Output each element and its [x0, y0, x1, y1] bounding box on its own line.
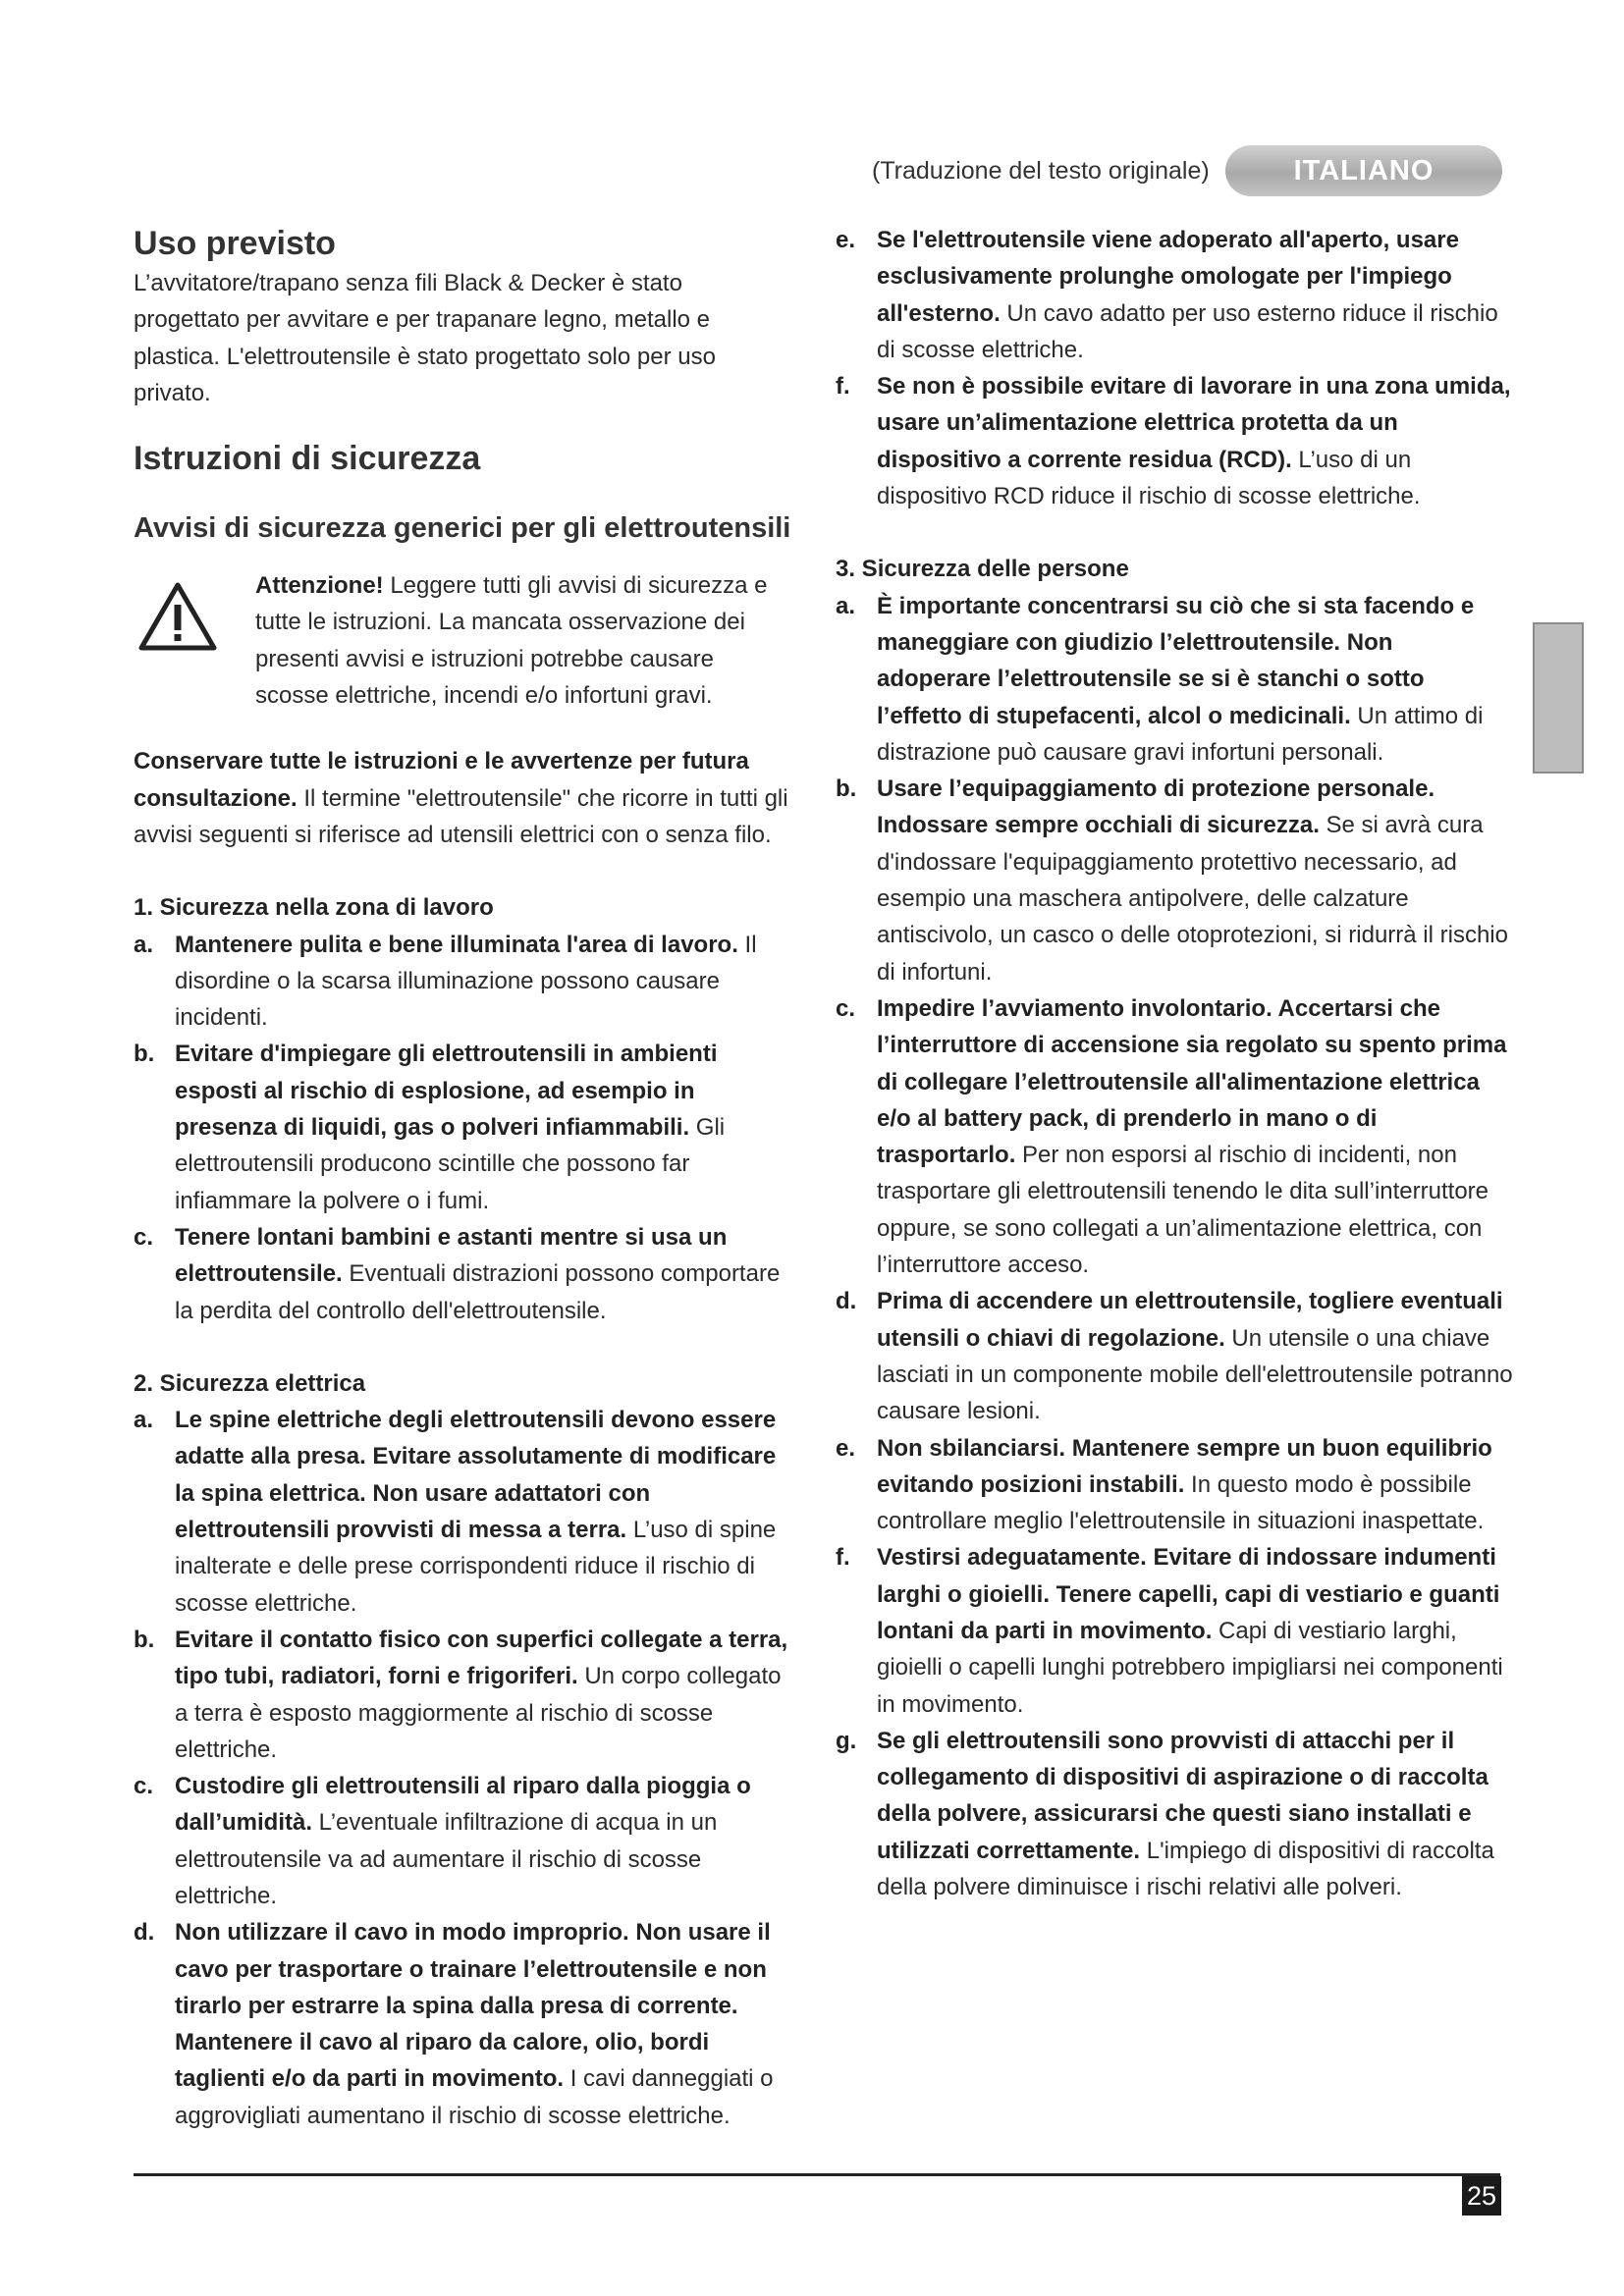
avvisi-heading: Avvisi di sicurezza generici per gli elettroutensili: [134, 512, 791, 545]
item-text: Il disordine o la scarsa illuminazione possono causare incidenti.: [175, 931, 757, 1032]
list-item-2b: [134, 1622, 791, 1768]
conservare-paragraph: [134, 743, 791, 853]
section-1-title: 1. Sicurezza nella zona di lavoro: [134, 894, 494, 922]
item-label: b.: [836, 775, 857, 803]
translation-note: (Traduzione del testo originale): [872, 157, 1210, 185]
list-item-3b: [836, 771, 1513, 990]
list-item-3g: [836, 1723, 1513, 1905]
item-label: a.: [836, 592, 856, 619]
item-bold: Custodire gli elettroutensili al riparo dalla pioggia o dall’umidità.: [175, 1773, 751, 1837]
item-label: c.: [134, 1223, 154, 1251]
item-label: a.: [134, 931, 154, 958]
page-number: 25: [1462, 2176, 1501, 2216]
item-text: Eventuali distrazioni possono comportare la perdita del controllo dell'elettroutensile.: [175, 1260, 781, 1324]
item-bold: È importante concentrarsi su ciò che si sta facendo e maneggiare con giudizio l’elettroutensile. Non adoperare l’elettroutensile se si è stanchi o sotto l’effetto di stupefacenti, alcol o medicinali.: [877, 592, 1475, 729]
item-text: Per non esporsi al rischio di incidenti, non trasportare gli elettroutensili tenendo le dita sull’interruttore oppure, se sono collegati a un’alimentazione elettrica, con l’interruttore acceso.: [877, 1142, 1489, 1279]
item-text: L’uso di un dispositivo RCD riduce il rischio di scosse elettriche.: [877, 446, 1421, 510]
item-text: Un corpo collegato a terra è esposto maggiormente al rischio di scosse elettriche.: [175, 1663, 782, 1763]
item-text: Capi di vestiario larghi, gioielli o capelli lunghi potrebbero impigliarsi nei componenti in movimento.: [877, 1617, 1503, 1718]
item-label: e.: [836, 1434, 856, 1462]
list-item-2f: [836, 368, 1513, 514]
item-bold: Vestirsi adeguatamente. Evitare di indossare indumenti larghi o gioielli. Tenere capelli, capi di vestiario e guanti lontani da parti in movimento.: [877, 1544, 1500, 1644]
item-label: d.: [836, 1288, 857, 1315]
uso-previsto-text: L’avvitatore/trapano senza fili Black & Decker è stato progettato per avvitare e per trapanare legno, metallo e plastica. L'elettroutensile è stato progettato solo per uso privato.: [134, 270, 716, 406]
item-label: b.: [134, 1626, 155, 1653]
list-item-3f: [836, 1539, 1513, 1722]
item-text: Un utensile o una chiave lasciati in un componente mobile dell'elettroutensile potranno causare lesioni.: [877, 1324, 1513, 1425]
item-bold: Non utilizzare il cavo in modo improprio. Non usare il cavo per trasportare o trainare l’elettroutensile e non tirarlo per estrarre la spina dalla presa di corrente. Mantenere il cavo al riparo da calore, olio, bordi taglienti e/o da parti in movimento.: [175, 1919, 771, 2093]
item-label: f.: [836, 373, 850, 400]
item-label: a.: [134, 1407, 154, 1434]
list-item-2e: [836, 222, 1513, 368]
section-3-title: 3. Sicurezza delle persone: [836, 556, 1129, 583]
item-label: c.: [836, 994, 856, 1022]
item-text: L’eventuale infiltrazione di acqua in un elettroutensile va ad aumentare il rischio di scosse elettriche.: [175, 1809, 718, 1909]
list-item-3e: [836, 1430, 1513, 1540]
list-item-3a: [836, 588, 1513, 771]
item-text: I cavi danneggiati o aggrovigliati aumentano il rischio di scosse elettriche.: [175, 2065, 774, 2129]
side-thumb-tab: [1533, 622, 1584, 774]
item-text: L'impiego di dispositivi di raccolta della polvere diminuisce i rischi relativi alle polveri.: [877, 1837, 1494, 1901]
uso-previsto-heading: Uso previsto: [134, 225, 336, 262]
list-item-2a: [134, 1402, 791, 1622]
item-bold: Se non è possibile evitare di lavorare in una zona umida, usare un’alimentazione elettrica protetta da un dispositivo a corrente residua (RCD).: [877, 373, 1511, 473]
attenzione-text: Leggere tutti gli avvisi di sicurezza e tutte le istruzioni. La mancata osservazione dei presenti avvisi e istruzioni potrebbe causare scosse elettriche, incendi e/o infortuni gravi.: [255, 572, 768, 710]
list-item-3d: [836, 1283, 1513, 1429]
item-text: L’uso di spine inalterate e delle prese corrispondenti riduce il rischio di scosse elettriche.: [175, 1517, 777, 1617]
item-text: Gli elettroutensili producono scintille che possono far infiammare la polvere o i fumi.: [175, 1114, 726, 1214]
item-label: f.: [836, 1544, 850, 1572]
item-label: b.: [134, 1041, 155, 1068]
list-item-1b: [134, 1036, 791, 1218]
item-text: Se si avrà cura d'indossare l'equipaggiamento protettivo necessario, ad esempio una maschera antipolvere, delle calzature antiscivolo, un casco o delle otoprotezioni, si ridurrà il rischio di infortuni.: [877, 812, 1508, 986]
right-column: [836, 222, 1513, 1905]
item-bold: Tenere lontani bambini e astanti mentre si usa un elettroutensile.: [175, 1223, 728, 1288]
conservare-bold: Conservare tutte le istruzioni e le avvertenze per futura consultazione.: [134, 748, 749, 812]
attenzione-paragraph: [255, 567, 791, 714]
item-bold: Prima di accendere un elettroutensile, togliere eventuali utensili o chiavi di regolazione.: [877, 1288, 1503, 1352]
list-item-1c: [134, 1219, 791, 1329]
section-2-title: 2. Sicurezza elettrica: [134, 1369, 366, 1397]
item-label: e.: [836, 227, 856, 253]
item-text: In questo modo è possibile controllare meglio l'elettroutensile in situazioni inaspettate.: [877, 1470, 1485, 1535]
list-item-2d: [134, 1914, 791, 2134]
item-label: g.: [836, 1727, 857, 1754]
language-badge: [1225, 145, 1502, 196]
item-text: Un attimo di distrazione può causare gravi infortuni personali.: [877, 702, 1484, 766]
item-bold: Evitare d'impiegare gli elettroutensili in ambienti esposti al rischio di esplosione, ad esempio in presenza di liquidi, gas o polveri infiammabili.: [175, 1041, 718, 1142]
attenzione-bold: Attenzione!: [255, 572, 384, 600]
list-item-1a: [134, 927, 791, 1037]
warning-block: [134, 567, 791, 714]
item-text: Un cavo adatto per uso esterno riduce il rischio di scosse elettriche.: [877, 299, 1498, 363]
conservare-text: Il termine "elettroutensile" che ricorre in tutti gli avvisi seguenti si riferisce ad utensili elettrici con o senza filo.: [134, 784, 788, 848]
item-label: c.: [134, 1773, 154, 1800]
item-bold: Impedire l’avviamento involontario. Accertarsi che l’interruttore di accensione sia regolato su spento prima di collegare l’elettroutensile all'alimentazione elettrica e/o al battery pack, di prenderlo in mano o di trasportarlo.: [877, 994, 1507, 1169]
item-bold: Se gli elettroutensili sono provvisti di attacchi per il collegamento di dispositivi di aspirazione o di raccolta della polvere, assicurarsi che questi siano installati e utilizzati correttamente.: [877, 1727, 1489, 1864]
item-bold: Mantenere pulita e bene illuminata l'area di lavoro.: [175, 931, 738, 958]
item-bold: Le spine elettriche degli elettroutensili devono essere adatte alla presa. Evitare assolutamente di modificare la spina elettrica. Non usare adattatori con elettroutensili provvisti di messa a terra.: [175, 1407, 777, 1544]
item-label: d.: [134, 1919, 155, 1947]
language-label: ITALIANO: [1293, 154, 1435, 187]
footer-rule: [134, 2173, 1500, 2176]
list-item-2c: [134, 1768, 791, 1914]
item-bold: Se l'elettroutensile viene adoperato all'aperto, usare esclusivamente prolunghe omologate per l'impiego all'esterno.: [877, 227, 1459, 327]
item-bold: Usare l’equipaggiamento di protezione personale. Indossare sempre occhiali di sicurezza.: [877, 775, 1435, 839]
list-item-3c: [836, 990, 1513, 1283]
item-bold: Non sbilanciarsi. Mantenere sempre un buon equilibrio evitando posizioni instabili.: [877, 1434, 1492, 1498]
warning-triangle-icon: [137, 581, 218, 652]
istruzioni-heading: Istruzioni di sicurezza: [134, 440, 481, 478]
left-column: [134, 222, 791, 2134]
item-bold: Evitare il contatto fisico con superfici collegate a terra, tipo tubi, radiatori, forni e frigoriferi.: [175, 1626, 788, 1690]
